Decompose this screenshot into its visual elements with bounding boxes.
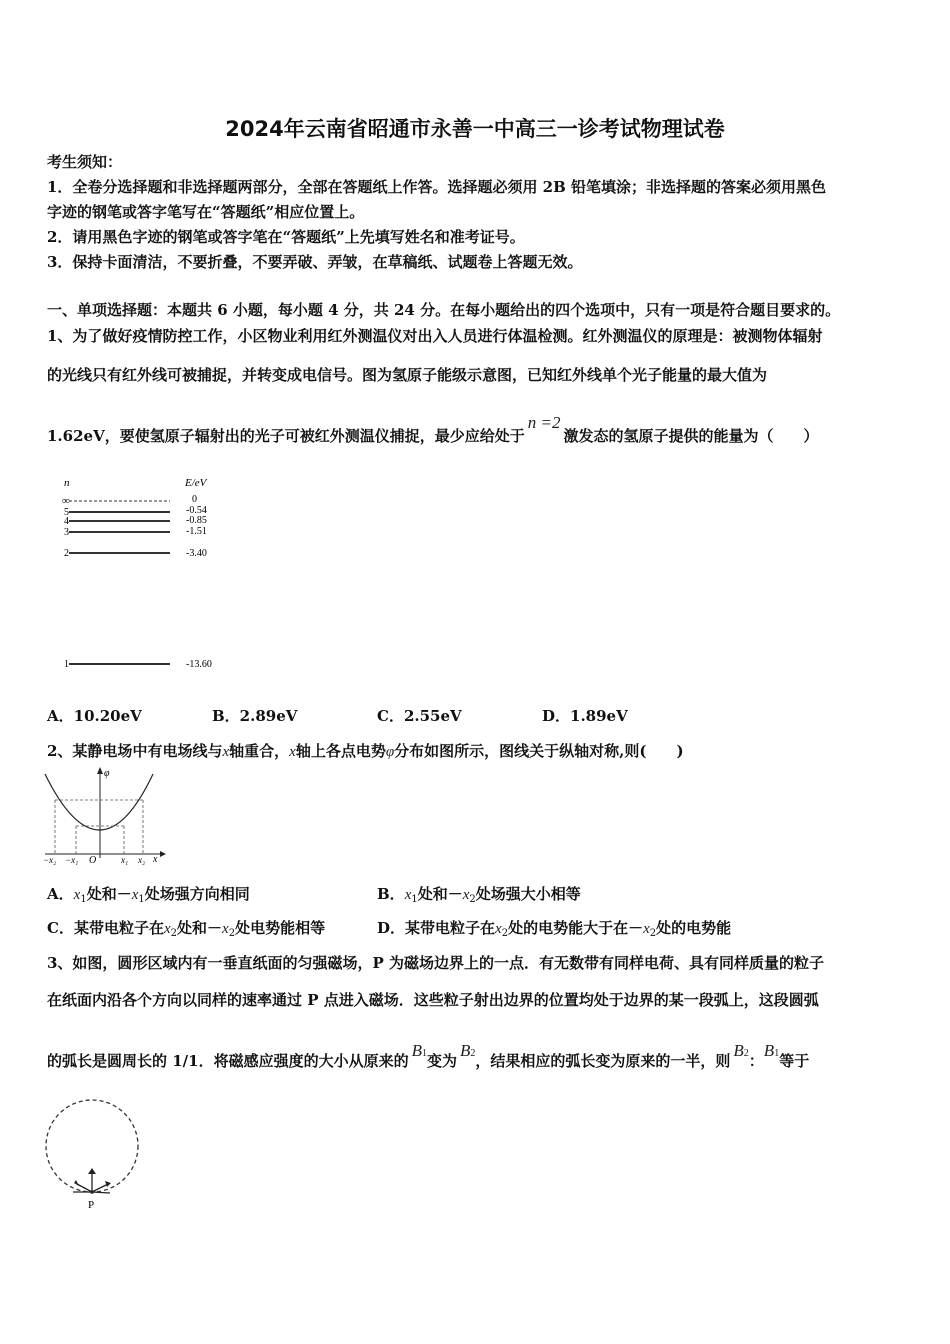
q2-var-phi: φ: [385, 744, 395, 760]
q2-option-b: B．$x_1$处和$-x_2$处场强大小相等: [377, 885, 581, 905]
q2-stem-a: 2、某静电场中有电场线与: [47, 742, 223, 760]
notice-line-1b: 字迹的钢笔或答字笔写在“答题纸”相应位置上。: [47, 203, 365, 221]
q1-line-3b: 激发态的氢原子提供的能量为（ ）: [563, 427, 819, 445]
tick-neg-x1: −x₁: [65, 855, 79, 865]
q2-option-a: A．$x_1$处和$-x_1$处场强方向相同: [47, 885, 250, 905]
q2-stem-d: 分布如图所示，图线关于纵轴对称,则( ): [394, 742, 684, 760]
q1-option-d: D．1.89eV: [542, 707, 628, 725]
potential-curve: [45, 774, 153, 830]
level-n-1: 1: [64, 659, 69, 670]
q2-stem: [47, 741, 684, 762]
q2-var-x-1: x: [222, 744, 230, 760]
magnetic-field-figure: [38, 1090, 148, 1215]
q3-b1: B1: [411, 1041, 427, 1060]
q2-var-x-2: x: [289, 744, 296, 760]
level-e-2: -3.40: [186, 548, 207, 559]
level-e-5: -0.54: [186, 505, 207, 516]
q1-option-c: C．2.55eV: [377, 707, 462, 725]
q3-b1-ratio: B1: [763, 1041, 780, 1060]
q2-option-d: D．某带电粒子在$x_2$处的电势能大于在$-x_2$处的电势能: [377, 919, 732, 939]
level-n-2: 2: [64, 548, 69, 559]
energy-axis-label: E/eV: [185, 477, 207, 489]
level-n-3: 3: [64, 527, 69, 538]
potential-graph: [40, 766, 170, 866]
notice-line-1a: 1．全卷分选择题和非选择题两部分，全部在答题纸上作答。选择题必须用 2B 铅笔填涂；非选择题的答案必须用黑色: [47, 178, 827, 196]
q3-line-1: 3、如图，圆形区域内有一垂直纸面的匀强磁场，P 为磁场边界上的一点．有无数带有同样电荷、具有同样质量的粒子: [47, 954, 824, 972]
phi-label: φ: [104, 768, 110, 779]
q2-stem-b: 轴重合，: [229, 742, 290, 760]
q1-line-1: 1、为了做好疫情防控工作，小区物业利用红外测温仪对出入人员进行体温检测。红外测温仪的原理是：被测物体辐射: [47, 327, 823, 345]
level-e-4: -0.85: [186, 515, 207, 526]
x-axis-arrow: [160, 851, 166, 857]
x-label: x: [153, 854, 158, 865]
q3-line-3d: 等于: [779, 1052, 810, 1070]
q3-b2: B2: [459, 1041, 476, 1060]
q3-line-3a: 的弧长是圆周长的 1/1．将磁感应强度的大小从原来的: [47, 1052, 409, 1070]
q3-line-3: [47, 1041, 810, 1074]
level-e-1: -13.60: [186, 659, 212, 670]
point-p-label: P: [88, 1199, 95, 1211]
energy-level-diagram: [55, 474, 235, 674]
level-n-4: 4: [64, 516, 69, 527]
q3-colon: ：: [748, 1052, 764, 1070]
q2-stem-c: 轴上各点电势: [295, 742, 386, 760]
section-heading: 一、单项选择题：本题共 6 小题，每小题 4 分，共 24 分。在每小题给出的四个选项中，只有一项是符合题目要求的。: [47, 301, 841, 319]
tick-origin: O: [89, 855, 97, 866]
level-n-5: 5: [64, 507, 69, 518]
q1-line-2: 的光线只有红外线可被捕捉，并转变成电信号。图为氢原子能级示意图，已知红外线单个光子能量的最大值为: [47, 366, 768, 384]
q1-option-b: B．2.89eV: [212, 707, 298, 725]
point-p: [90, 1190, 94, 1194]
q1-formula: n =2: [527, 413, 561, 432]
notice-heading: 考生须知：: [47, 153, 123, 171]
q3-line-3b: 变为: [426, 1052, 457, 1070]
q2-option-c: C．某带电粒子在$x_2$处和$-x_2$处电势能相等: [47, 919, 326, 939]
q1-option-a: A．10.20eV: [47, 707, 142, 725]
notice-line-2: 2．请用黑色字迹的钢笔或答字笔在“答题纸”上先填写姓名和准考证号。: [47, 228, 525, 246]
q1-line-3a: 1.62eV，要使氢原子辐射出的光子可被红外测温仪捕捉，最少应给处于: [47, 427, 525, 445]
page-title: 2024年云南省昭通市永善一中高三一诊考试物理试卷: [225, 117, 725, 141]
q3-line-3c: ，结果相应的弧长变为原来的一半，则: [475, 1052, 731, 1070]
q3-line-2: 在纸面内沿各个方向以同样的速率通过 P 点进入磁场．这些粒子射出边界的位置均处于边界的某一段弧上，这段圆弧: [47, 991, 819, 1009]
level-e-inf: 0: [192, 494, 197, 505]
phi-axis-arrow: [97, 767, 103, 774]
notice-line-3: 3．保持卡面清洁，不要折叠，不要弄破、弄皱，在草稿纸、试题卷上答题无效。: [47, 253, 583, 271]
level-n-inf: ∞: [62, 495, 70, 507]
tick-x2: x₂: [138, 855, 146, 865]
tick-x1: x₁: [121, 855, 129, 865]
tick-neg-x2: −x₂: [43, 855, 57, 865]
q3-b2-ratio: B2: [733, 1041, 749, 1060]
q1-line-3: [47, 413, 819, 446]
n-axis-label: n: [64, 477, 70, 489]
level-e-3: -1.51: [186, 526, 207, 537]
